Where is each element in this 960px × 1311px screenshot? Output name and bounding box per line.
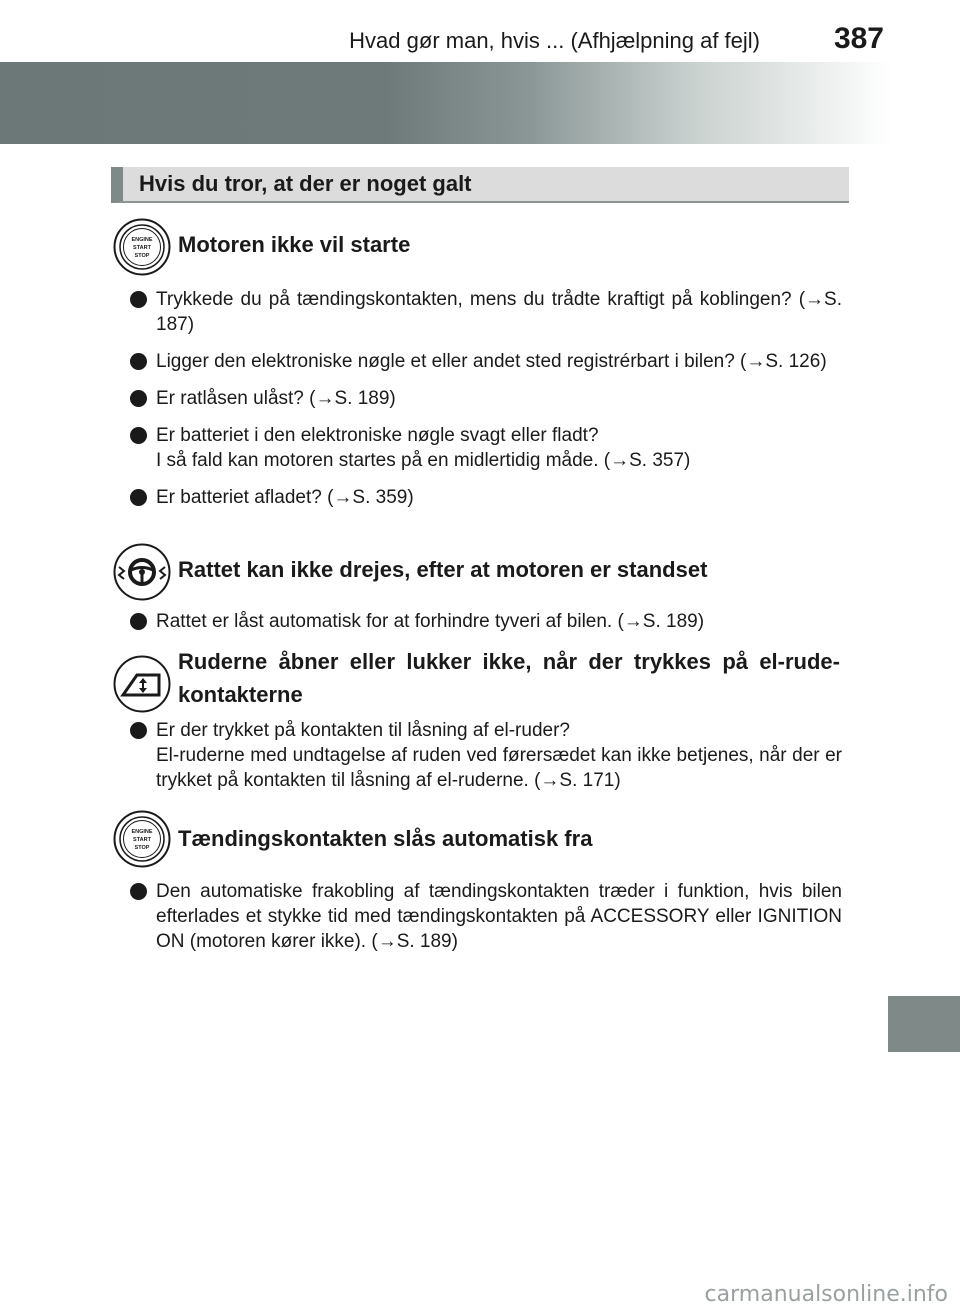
icon-text-stop: STOP <box>134 845 150 851</box>
list-item-text: Rattet er låst automatisk for at forhindre tyveri af bilen. (→S. 189) <box>156 611 705 632</box>
chapter-side-tab <box>888 996 960 1052</box>
section-title: Hvis du tror, at der er noget galt <box>139 171 472 196</box>
bullet-list <box>130 287 842 522</box>
list-item <box>130 386 842 411</box>
page-number: 387 <box>833 22 884 55</box>
watermark: carmanualsonline.info <box>704 1282 948 1307</box>
list-item <box>130 485 842 510</box>
list-item <box>130 879 842 954</box>
list-item-text: Er batteriet i den elektroniske nøgle svagt eller fladt? I så fald kan motoren startes på en midlertidig måde. (→S. 357) <box>156 425 691 471</box>
list-item <box>130 718 842 793</box>
icon-text-start: START <box>133 245 151 251</box>
header-title: Hvad gør man, hvis ... (Afhjælpning af fejl) <box>349 28 760 53</box>
item-title: Tændingskontakten slås automatisk fra <box>178 826 593 851</box>
steering-wheel-lock-icon <box>113 543 171 601</box>
list-item-text: Er ratlåsen ulåst? (→S. 189) <box>156 388 396 409</box>
icon-text-engine: ENGINE <box>131 237 153 243</box>
list-item-text: Er der trykket på kontakten til låsning af el-ruder? El-ruderne med undtagelse af ruden ved førersædet kan ikke betjenes, når der er trykket på kontakten til låsning af el-ruderne. (→S. 171) <box>156 720 842 791</box>
bullet-list <box>130 879 842 966</box>
bullet-list <box>130 609 842 646</box>
icon-text-engine: ENGINE <box>131 829 153 835</box>
icon-text-stop: STOP <box>134 253 150 259</box>
list-item-text: Er batteriet afladet? (→S. 359) <box>156 487 414 508</box>
list-item-text: Ligger den elektroniske nøgle et eller andet sted registrérbart i bilen? (→S. 126) <box>156 351 827 372</box>
power-window-icon <box>113 655 171 713</box>
engine-start-stop-icon <box>113 810 171 868</box>
item-title: Ruderne åbner eller lukker ikke, når der trykkes på el-rude-kontakterne <box>178 649 840 707</box>
section-header <box>111 167 849 203</box>
engine-start-stop-icon <box>113 218 171 276</box>
page-header <box>0 0 960 62</box>
list-item-text: Trykkede du på tændingskontakten, mens du trådte kraftigt på koblingen? (→S. 187) <box>156 289 842 335</box>
header-band <box>0 62 960 144</box>
item-title: Rattet kan ikke drejes, efter at motoren er standset <box>178 557 708 582</box>
list-item-text: Den automatiske frakobling af tændingskontakten træder i funktion, hvis bilen efterlades et stykke tid med tændingskontakten på ACCESSORY eller IGNITION ON (motoren kører ikke). (→S. 189) <box>156 881 842 952</box>
item-title: Motoren ikke vil starte <box>178 232 411 257</box>
bullet-list <box>130 718 842 805</box>
list-item <box>130 349 842 374</box>
list-item <box>130 423 842 473</box>
list-item <box>130 609 842 634</box>
icon-text-start: START <box>133 837 151 843</box>
list-item <box>130 287 842 337</box>
